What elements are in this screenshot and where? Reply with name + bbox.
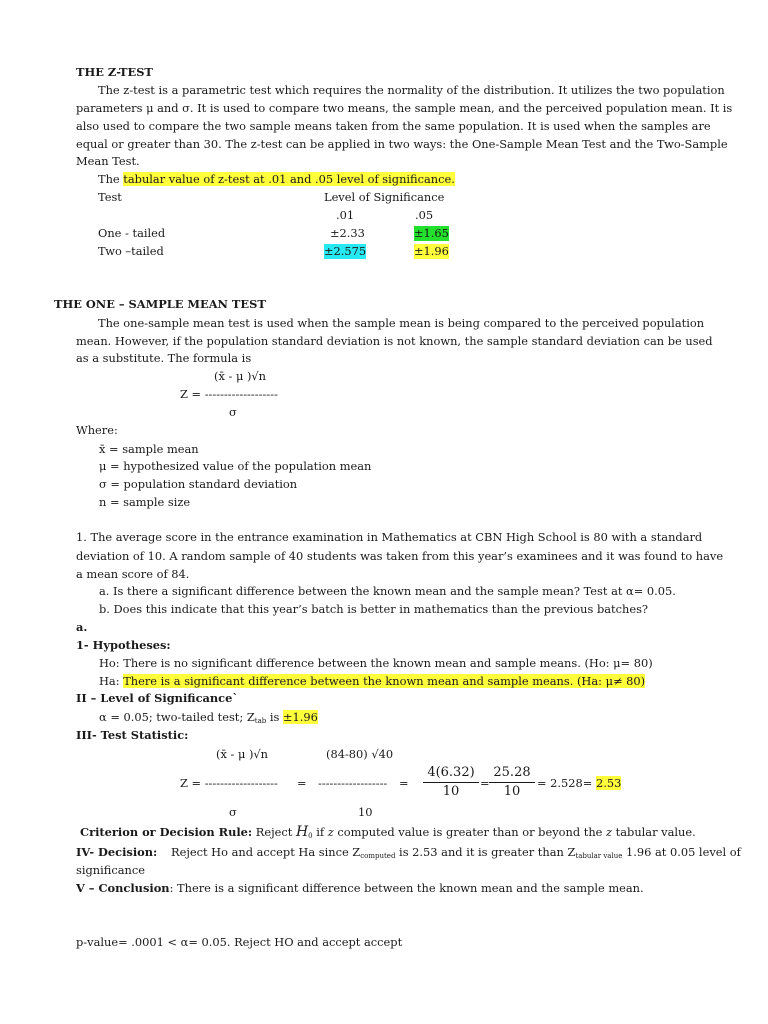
table-col-test: Test [98,190,122,204]
conclusion-line [76,881,644,896]
tabular-intro-prefix: The [98,172,124,186]
ha-prefix: Ha: [99,674,124,688]
problem-line-1: 1. The average score in the entrance examination in Mathematics at CBN High School is 80 with a standard [76,530,703,544]
los-subscript: tab [254,717,267,725]
ts-result [537,776,621,791]
tabular-intro-highlight: tabular value of z-test at .01 and .05 level of significance. [123,172,455,186]
decision-line [76,845,157,860]
criterion-h-sub: 0 [308,832,313,840]
ts-numerator-2: (84-80) √40 [326,747,394,761]
ts-dashes-2: ------------------ [318,776,388,790]
fraction-2-denominator: 10 [503,784,521,799]
criterion-z2: z [606,825,613,839]
formula-lhs: Z = ------------------- [180,387,278,401]
ts-denominator-2: 10 [358,805,373,819]
problem-line-2: deviation of 10. A random sample of 40 students was taken from this year’s examinees and it was found to have [76,549,724,563]
onesample-heading: THE ONE – SAMPLE MEAN TEST [54,297,266,311]
table-row1-v2: ±1.65 [414,226,449,240]
where-label: Where: [76,423,118,437]
criterion-z1: z [327,825,334,839]
tabular-intro [98,172,455,187]
fraction-2 [489,764,535,801]
table-level-01: .01 [336,208,355,222]
formula-numerator: (x̄ - μ )√n [214,369,267,383]
decision-label: IV- Decision: [76,845,158,859]
ts-result-highlight: 2.53 [595,776,622,790]
level-of-significance-line [99,710,318,729]
table-row2-v2: ±1.96 [414,244,449,258]
ztest-para-line-3: also used to compare the two sample means taken from the same population. It is used when the samples are [76,119,711,133]
ztest-heading: THE Z-TEST [76,65,153,79]
los-mid: is [266,710,283,724]
fraction-2-numerator: 25.28 [489,764,535,783]
criterion-end: tabular value. [612,825,696,839]
decision-text-1: Reject Ho and accept Ha since Z [171,845,361,859]
criterion-reject: Reject [252,825,296,839]
table-col-level: Level of Significance [324,190,445,204]
def-sample-mean: x̄ = sample mean [99,442,199,456]
decision-sub-tabular: tabular value [575,852,623,860]
ztest-para-line-5: Mean Test. [76,154,140,168]
solution-a-label: a. [76,620,88,634]
los-highlight: ±1.96 [282,710,318,724]
alternative-hypothesis [99,674,645,689]
def-sample-size: n = sample size [99,495,191,509]
fraction-1-denominator: 10 [442,784,460,799]
ts-equals-3: = [480,776,490,790]
ts-equals-2: = [399,776,409,790]
decision-text-3: 1.96 at 0.05 level of [622,845,741,859]
criterion-if: if [312,825,328,839]
criterion-label: Criterion or Decision Rule: [80,825,253,839]
fraction-1-numerator: 4(6.32) [423,764,479,783]
onesample-para-line-1: The one-sample mean test is used when the sample mean is being compared to the perceived population [98,316,705,330]
onesample-para-line-3: as a substitute. The formula is [76,351,252,365]
conclusion-label: V – Conclusion [76,881,170,895]
criterion-h: H [295,824,309,840]
ztest-para-line-4: equal or greater than 30. The z-test can be applied in two ways: the One-Sample Mean Test and the Two-Sample [76,137,728,151]
null-hypothesis: Ho: There is no significant difference between the known mean and sample means. (Ho: μ= 80) [99,656,653,670]
ts-numerator-1: (x̄ - μ )√n [216,747,269,761]
test-statistic-heading: III- Test Statistic: [76,728,189,742]
los-text: α = 0.05; two-tailed test; Z [99,710,255,724]
ts-lhs: Z = ------------------- [180,776,278,790]
fraction-1 [423,764,479,801]
formula-denominator: σ [229,405,237,419]
table-level-05: .05 [415,208,434,222]
decision-sub-computed: computed [360,852,396,860]
conclusion-text: : There is a significant difference between the known mean and the sample mean. [169,881,644,895]
decision-line-2: significance [76,863,145,877]
def-population-mean: μ = hypothesized value of the population mean [99,459,372,473]
criterion-line [80,825,696,844]
ha-highlight: There is a significant difference between the known mean and sample means. (Ha: μ≠ 80) [123,674,646,688]
table-row2-label: Two –tailed [98,244,164,258]
ts-equals-1: = [297,776,307,790]
ts-denominator-1: σ [229,805,237,819]
ts-result-text: = 2.528= [537,776,593,790]
decision-text-2: is 2.53 and it is greater than Z [395,845,576,859]
level-of-significance-heading: II – Level of Significance` [76,691,239,705]
ztest-para-line-1: The z-test is a parametric test which requires the normality of the distribution. It utilizes the two population [98,83,725,97]
decision-text [171,845,741,864]
problem-line-3: a mean score of 84. [76,567,190,581]
hypotheses-heading: 1- Hypotheses: [76,638,171,652]
onesample-para-line-2: mean. However, if the population standard deviation is not known, the sample standard deviation can be used [76,334,713,348]
criterion-mid: computed value is greater than or beyond the [333,825,607,839]
table-row1-label: One - tailed [98,226,166,240]
table-row2-v1: ±2.575 [324,244,367,258]
question-b: b. Does this indicate that this year’s batch is better in mathematics than the previous batches? [99,602,649,616]
ztest-para-line-2: parameters μ and σ. It is used to compare two means, the sample mean, and the perceived population mean. It is [76,101,733,115]
table-row1-v1: ±2.33 [330,226,365,240]
p-value-line: p-value= .0001 < α= 0.05. Reject HO and accept accept [76,935,403,949]
question-a: a. Is there a significant difference between the known mean and the sample mean? Test at α= 0.05. [99,584,676,598]
def-population-sd: σ = population standard deviation [99,477,298,491]
